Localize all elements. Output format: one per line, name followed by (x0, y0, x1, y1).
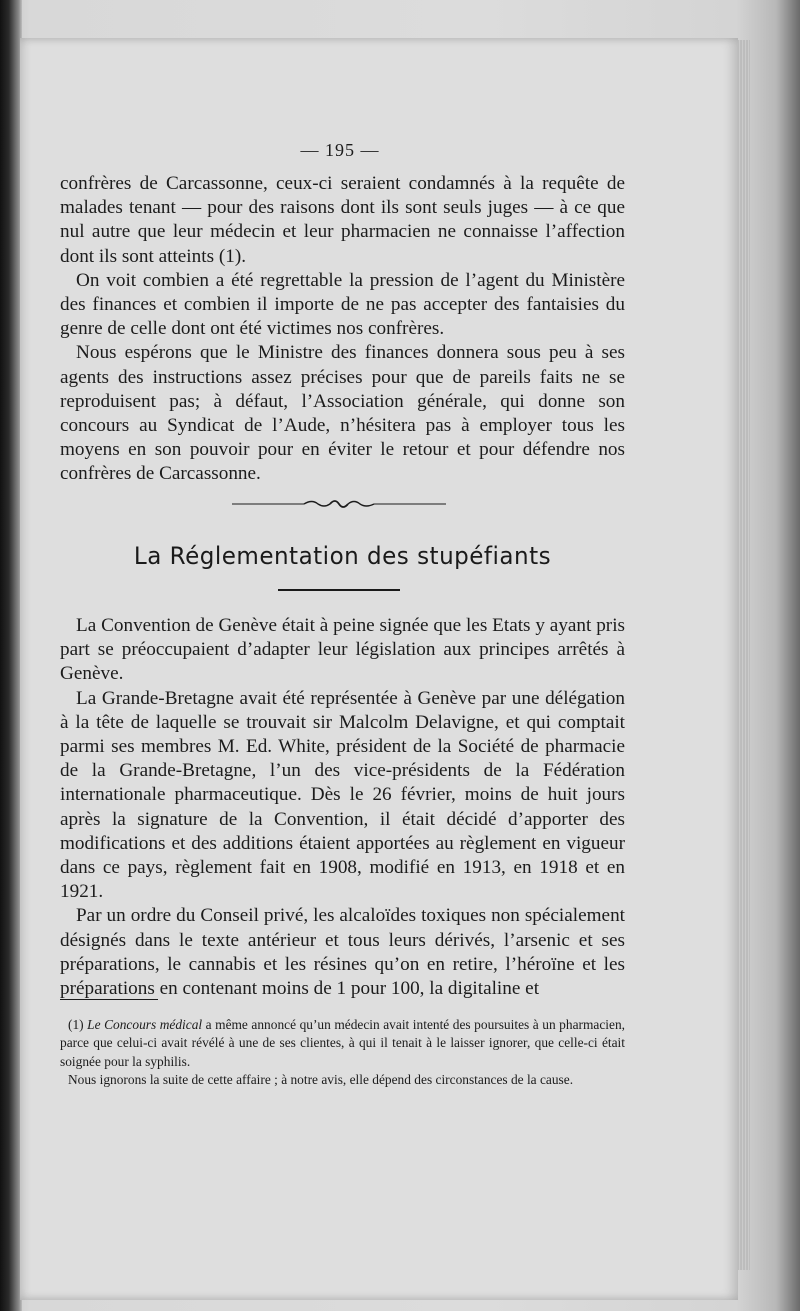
footnotes (60, 1016, 625, 1089)
footnote-note: Nous ignorons la suite de cette affaire ; à notre avis, elle dépend des circonstances de la cause. (68, 1071, 574, 1087)
paragraph: On voit combien a été regrettable la pression de l’agent du Ministère des finances et combien il importe de ne pas accepter des fantaisies du genre de celle dont ont été victimes nos confrères. (60, 269, 625, 340)
article-body (60, 614, 625, 1001)
footnote-marker: (1) (68, 1017, 84, 1032)
article-title: La Réglementation des stupéfiants (133, 542, 552, 570)
footnote-separator (60, 999, 158, 1000)
continued-article-text (60, 172, 625, 487)
page-number: — 195 — (300, 140, 380, 160)
footnote-source-title: Le Concours médical (87, 1017, 203, 1032)
page-edges (738, 40, 750, 1270)
paragraph: Par un ordre du Conseil privé, les alcaloïdes toxiques non spécialement désignés dans le texte antérieur et tous leurs dérivés, l’arsenic et ses préparations, le cannabis et les résines qu’on en retire, l’héroïne et les préparations en contenant moins de 1 pour 100, la digitaline et (60, 905, 625, 1000)
book-spine-shadow (0, 0, 22, 1311)
paragraph: confrères de Carcassonne, ceux-ci seraient condamnés à la requête de malades tenant — pour des raisons dont ils sont seuls juges — à ce que nul autre que leur médecin et leur pharmacien ne connaisse l’affection dont ils sont atteints (1). (60, 173, 625, 267)
footnote-1 (60, 1016, 625, 1071)
section-divider-ornament (232, 496, 446, 512)
paragraph: La Grande-Bretagne avait été représentée à Genève par une délégation à la tête de laquelle se trouvait sir Malcolm Delavigne, et qui comptait parmi ses membres M. Ed. White, président de la Société de pharmacie de la Grande-Bretagne, l’un des vice-présidents de la Fédération internationale pharmaceutique. Dès le 26 février, moins de huit jours après la signature de la Convention, il était décidé d’apporter des modifications et des additions étaient apportées au règlement en vigueur dans ce pays, règlement fait en 1908, modifié en 1913, en 1918 et en 1921. (60, 687, 625, 903)
title-underline (278, 589, 400, 591)
paragraph: La Convention de Genève était à peine signée que les Etats y ayant pris part se préoccupaient d’adapter leur législation aux principes arrêtés à Genève. (60, 615, 625, 685)
paragraph: Nous espérons que le Ministre des finances donnera sous peu à ses agents des instructions assez précises pour que de pareils faits ne se reproduisent pas; à défaut, l’Association générale, qui donne son concours au Syndicat de l’Aude, n’hésitera pas à employer tous les moyens en son pouvoir pour en éviter le retour et pour défendre nos confrères de Carcassonne. (60, 342, 625, 485)
footnote-text: a même annoncé qu’un médecin avait intenté des poursuites à un pharmacien, parce que celui-ci avait révélé à une de ses clientes, à qui il tenait à le laisser ignorer, que celle-ci était soignée pour la syphilis. (60, 1017, 625, 1069)
